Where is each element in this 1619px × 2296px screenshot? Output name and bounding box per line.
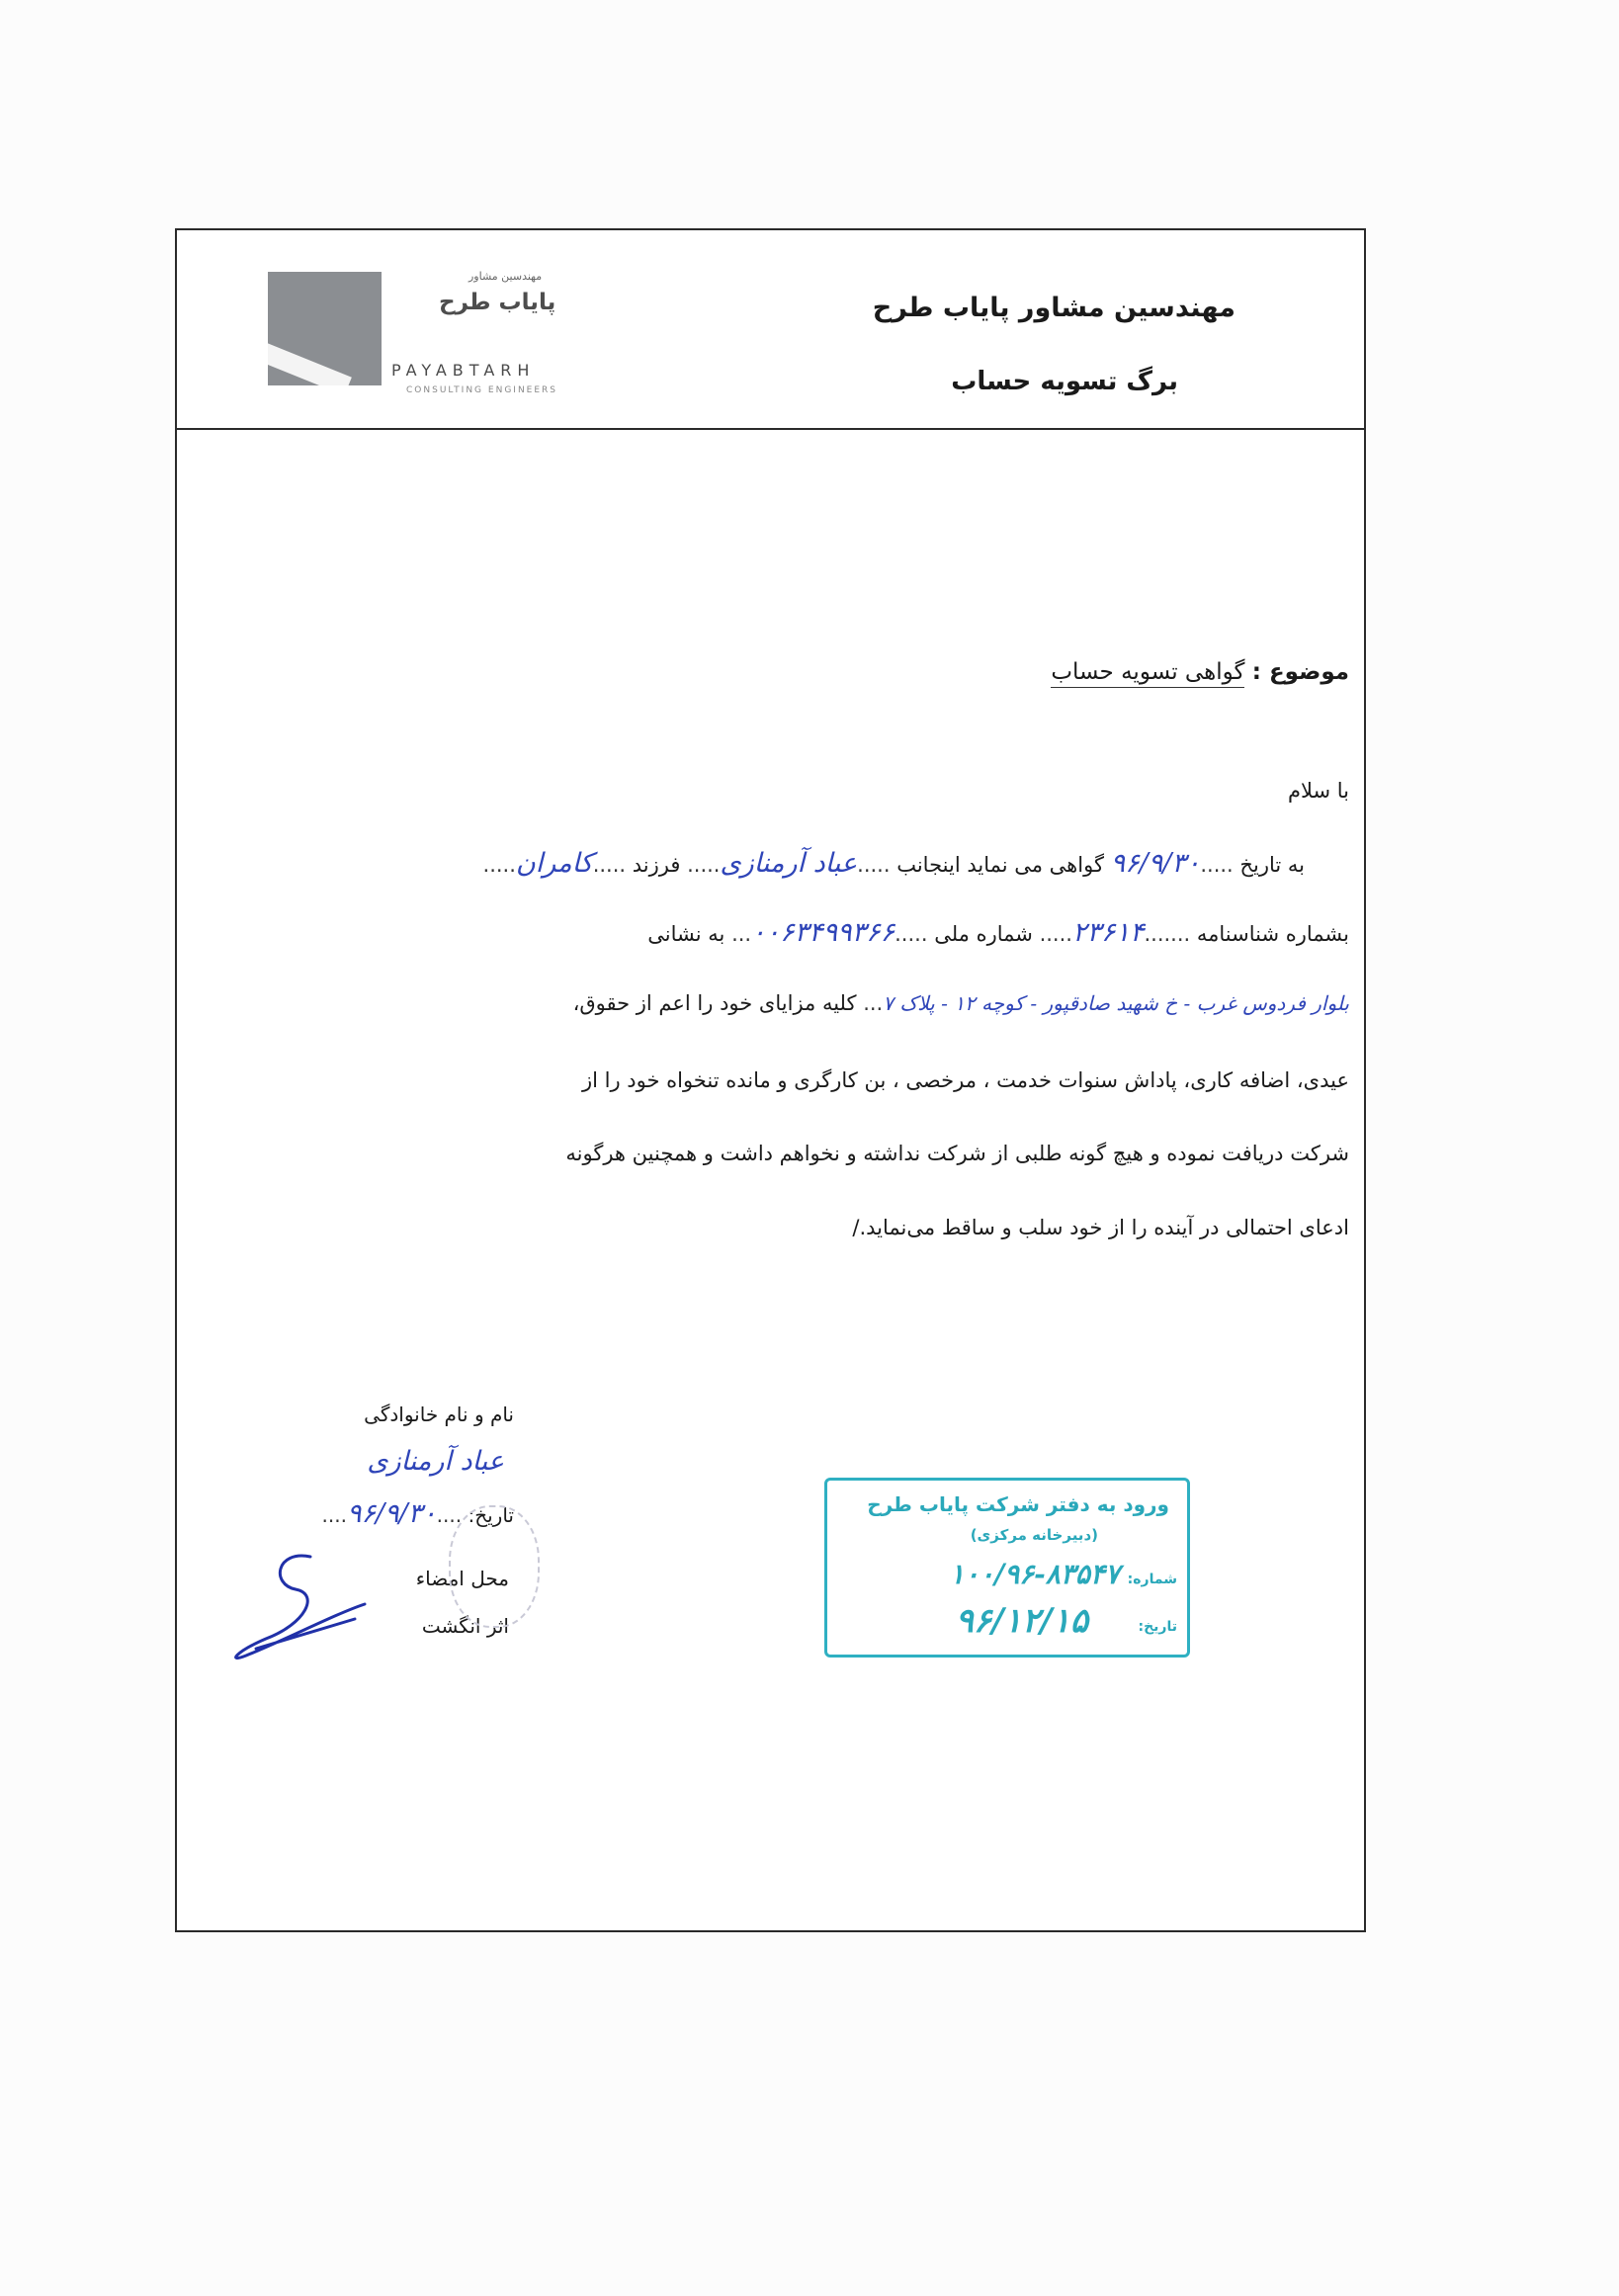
body-line-3: بشماره شناسنامه .......۲۳۶۱۴..... شماره ملی .....۰۰۶۳۴۹۹۳۶۶... به نشانی	[647, 917, 1349, 948]
national-id-label: شماره ملی	[934, 922, 1033, 946]
handwritten-address: بلوار فردوس غرب - خ شهید صادقپور - کوچه ۱۲ - پلاک ۷	[883, 991, 1349, 1015]
signature-name	[367, 1446, 504, 1477]
header-rule	[177, 428, 1364, 430]
handwritten-name: عباد آرمنازی	[720, 848, 858, 879]
sign-place-label: محل امضاء	[415, 1567, 509, 1590]
logo-subtitle: CONSULTING ENGINEERS	[406, 385, 558, 395]
document-frame	[175, 228, 1366, 1932]
company-logo-mark	[268, 272, 382, 385]
subject-value: گواهی تسویه حساب	[1051, 659, 1244, 688]
body-line-4: بلوار فردوس غرب - خ شهید صادقپور - کوچه ۱۲ - پلاک ۷... کلیه مزایای خود را اعم از حقوق،	[572, 991, 1349, 1015]
handwritten-date: ۹۶/۹/۳۰	[1110, 848, 1201, 879]
form-title: برگ تسویه حساب	[951, 367, 1178, 396]
birth-cert-label: بشماره شناسنامه	[1196, 922, 1349, 946]
subject-label: موضوع :	[1251, 659, 1349, 685]
body-line-5: عیدی، اضافه کاری، پاداش سنوات خدمت ، مرخصی ، بن کارگری و مانده تنخواه خود را از	[581, 1068, 1349, 1092]
stamp-subtitle: (دبیرخانه مرکزی)	[970, 1526, 1098, 1544]
date-label: به تاریخ	[1239, 853, 1305, 877]
registry-stamp	[824, 1478, 1190, 1658]
handwritten-father-name: کامران	[515, 848, 593, 879]
stamp-date-label: تاریخ:	[1138, 1619, 1177, 1635]
benefits-text: کلیه مزایای خود را اعم از حقوق،	[572, 991, 857, 1015]
stamp-number-value: ۱۰۰/۹۶-۸۳۵۴۷	[949, 1558, 1120, 1590]
logo-persian-text: پایاب طرح	[439, 290, 556, 315]
body-line-2: به تاریخ .....۹۶/۹/۳۰ گواهی می نماید اینجانب .....عباد آرمنازی..... فرزند .....کامران.....	[482, 848, 1305, 879]
signature-date-label: تاریخ:	[468, 1503, 514, 1527]
stamp-date-value: ۹۶/۱۲/۱۵	[955, 1601, 1088, 1641]
company-name: مهندسین مشاور پایاب طرح	[872, 293, 1236, 323]
signature-date-row: تاریخ: ....۹۶/۹/۳۰....	[321, 1498, 514, 1529]
address-label: به نشانی	[647, 922, 725, 946]
father-label: فرزند	[632, 853, 681, 877]
fingerprint-mark	[449, 1505, 540, 1628]
stamp-number-label: شماره:	[1127, 1572, 1177, 1587]
handwritten-signature-date: ۹۶/۹/۳۰	[346, 1498, 437, 1529]
fingerprint-label: اثر انگشت	[421, 1614, 509, 1638]
handwritten-birth-cert-number: ۲۳۶۱۴	[1071, 917, 1145, 948]
handwritten-national-id: ۰۰۶۳۴۹۹۳۶۶	[751, 917, 895, 948]
handwritten-signer-name: عباد آرمنازی	[367, 1446, 504, 1477]
logo-stripe	[268, 341, 352, 385]
name-label: نام و نام خانوادگی	[364, 1403, 514, 1426]
handwritten-signature	[216, 1545, 375, 1673]
logo-english-text: PAYABTARH	[391, 361, 536, 380]
logo-persian-small: مهندسین مشاور	[469, 270, 543, 283]
certify-text: گواهی می نماید اینجانب	[896, 853, 1104, 877]
body-line-7: ادعای احتمالی در آینده را از خود سلب و ساقط می‌نماید./	[852, 1216, 1349, 1239]
greeting: با سلام	[1287, 779, 1349, 803]
body-line-6: شرکت دریافت نموده و هیچ گونه طلبی از شرکت نداشته و نخواهم داشت و همچنین هرگونه	[565, 1142, 1349, 1165]
subject-row	[1051, 659, 1349, 685]
stamp-title: ورود به دفتر شرکت پایاب طرح	[867, 1492, 1169, 1516]
